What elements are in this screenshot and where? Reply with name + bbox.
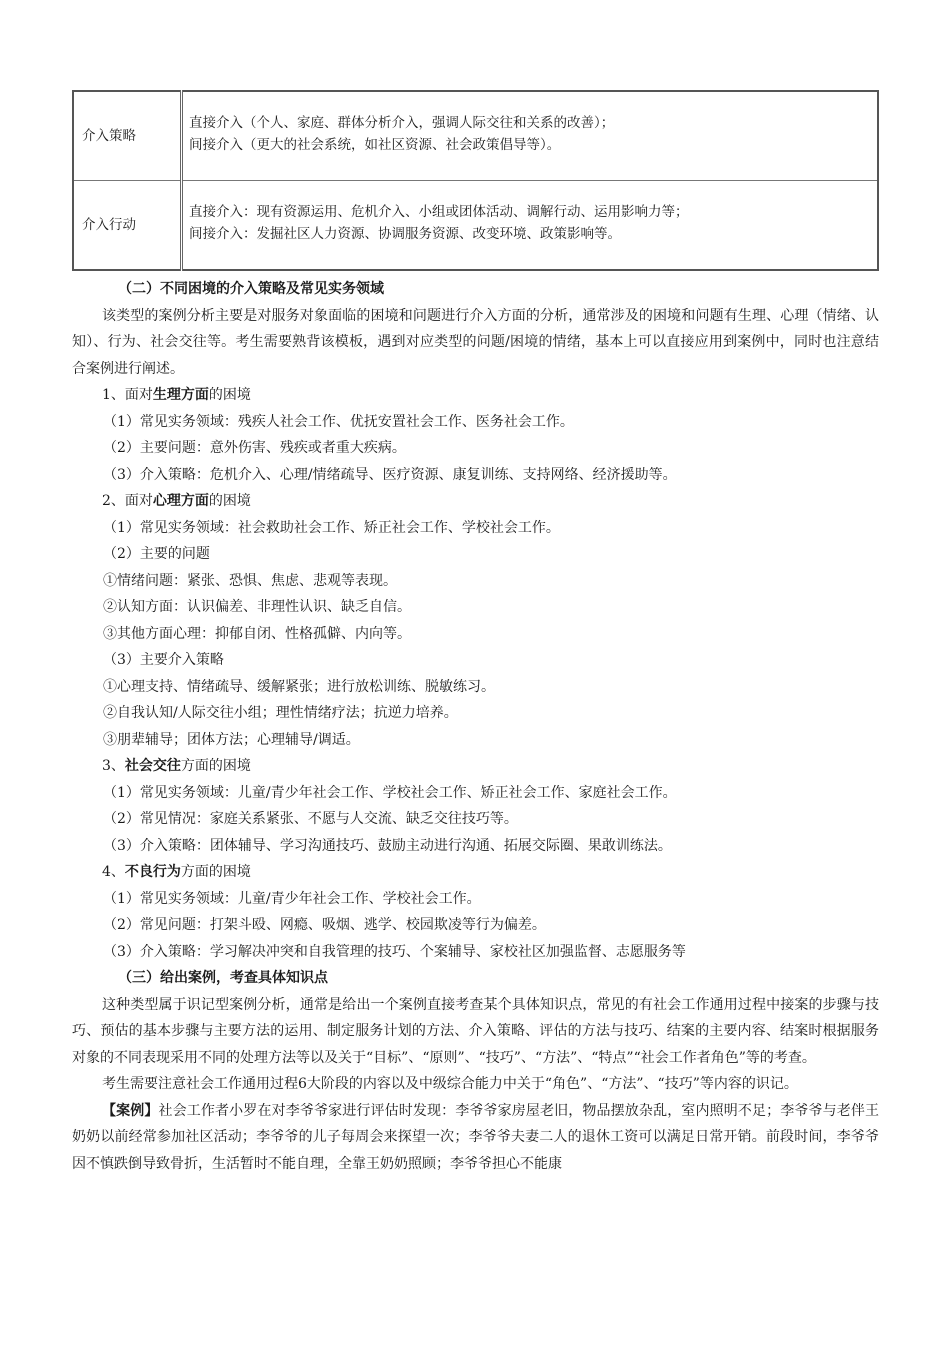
case-label: 【案例】: [102, 1102, 159, 1119]
document-page: [72, 90, 879, 1177]
row-header: 介入策略: [73, 91, 182, 181]
subsection-heading: 4、不良行为方面的困境: [102, 864, 251, 880]
case-text: 社会工作者小罗在对李爷爷家进行评估时发现：李爷爷家房屋老旧，物品摆放杂乱，室内照明不足；李爷爷与老伴王奶奶以前经常参加社区活动；李爷爷的儿子每周会来探望一次；李爷爷夫妻二人的退休工资可以满足日常开销。前段时间，李爷爷因不慎跌倒导致骨折，生活暂时不能自理，全靠王奶奶照顾；李爷爷担心不能康: [72, 1102, 880, 1172]
list-item: （1）常见实务领域：社会救助社会工作、矫正社会工作、学校社会工作。: [103, 519, 560, 536]
row-line: 间接介入：发掘社区人力资源、协调服务资源、改变环境、政策影响等。: [189, 226, 621, 242]
subsection-heading: 3、社会交往方面的困境: [102, 758, 251, 774]
row-content: [182, 91, 879, 181]
list-item: ②自我认知/人际交往小组；理性情绪疗法；抗逆力培养。: [103, 705, 458, 721]
case-paragraph: [72, 1098, 879, 1178]
list-item: （2）常见问题：打架斗殴、网瘾、吸烟、逃学、校园欺凌等行为偏差。: [103, 917, 546, 933]
subsection-heading: 1、面对生理方面的困境: [102, 387, 251, 403]
body-text: [72, 276, 879, 1177]
row-line: 直接介入（个人、家庭、群体分析介入，强调人际交往和关系的改善）；: [189, 115, 615, 131]
list-item: （1）常见实务领域：儿童/青少年社会工作、学校社会工作、矫正社会工作、家庭社会工作。: [103, 784, 677, 801]
list-item: ③其他方面心理：抑郁自闭、性格孤僻、内向等。: [103, 625, 411, 642]
list-item: （3）介入策略：学习解决冲突和自我管理的技巧、个案辅导、家校社区加强监督、志愿服务等: [103, 943, 686, 960]
row-line: 直接介入：现有资源运用、危机介入、小组或团体活动、调解行动、运用影响力等；: [189, 204, 689, 220]
intervention-table: [72, 90, 879, 271]
list-item: （2）常见情况：家庭关系紧张、不愿与人交流、缺乏交往技巧等。: [103, 811, 518, 827]
list-item: （1）常见实务领域：残疾人社会工作、优抚安置社会工作、医务社会工作。: [103, 413, 574, 430]
paragraph: 这种类型属于识记型案例分析，通常是给出一个案例直接考查某个具体知识点，常见的有社会工作通用过程中接案的步骤与技巧、预估的基本步骤与主要方法的运用、制定服务计划的方法、介入策略、评估的方法与技巧、结案的主要内容、结案时根据服务对象的不同表现采用不同的处理方法等以及关于“目标”、“原则”、“技巧”、“方法”、“特点”“社会工作者角色”等的考查。: [72, 996, 879, 1066]
table-row: [73, 91, 878, 181]
section-title: （三）给出案例，考查具体知识点: [118, 970, 328, 986]
list-item: ①情绪问题：紧张、恐惧、焦虑、悲观等表现。: [103, 572, 397, 589]
list-item: （3）主要介入策略: [103, 652, 224, 668]
list-item: （2）主要问题：意外伤害、残疾或者重大疾病。: [103, 440, 406, 456]
keyword: 社会交往: [124, 758, 181, 774]
list-item: ③朋辈辅导；团体方法；心理辅导/调适。: [103, 731, 360, 748]
list-item: ②认知方面：认识偏差、非理性认识、缺乏自信。: [103, 599, 411, 615]
keyword: 心理方面: [152, 493, 209, 509]
list-item: （3）介入策略：团体辅导、学习沟通技巧、鼓励主动进行沟通、拓展交际圈、果敢训练法。: [103, 837, 672, 854]
list-item: ①心理支持、情绪疏导、缓解紧张；进行放松训练、脱敏练习。: [103, 678, 495, 695]
section-title: （二）不同困境的介入策略及常见实务领域: [118, 281, 384, 297]
table-row: [73, 181, 878, 271]
row-header: 介入行动: [73, 181, 182, 271]
row-line: 间接介入（更大的社会系统，如社区资源、社会政策倡导等）。: [189, 137, 561, 153]
list-item: （3）介入策略：危机介入、心理/情绪疏导、医疗资源、康复训练、支持网络、经济援助等。: [103, 466, 677, 483]
paragraph: 该类型的案例分析主要是对服务对象面临的困境和问题进行介入方面的分析，通常涉及的困境和问题有生理、心理（情绪、认知）、行为、社会交往等。考生需要熟背该模板，遇到对应类型的问题/困境的情绪，基本上可以直接应用到案例中，同时也注意结合案例进行阐述。: [72, 307, 879, 377]
list-item: （2）主要的问题: [103, 546, 210, 562]
list-item: （1）常见实务领域：儿童/青少年社会工作、学校社会工作。: [103, 890, 481, 907]
paragraph: 考生需要注意社会工作通用过程6大阶段的内容以及中级综合能力中关于“角色”、“方法”、“技巧”等内容的识记。: [102, 1076, 798, 1092]
keyword: 生理方面: [152, 387, 209, 403]
row-content: [182, 181, 879, 271]
keyword: 不良行为: [124, 864, 181, 880]
subsection-heading: 2、面对心理方面的困境: [102, 493, 251, 509]
